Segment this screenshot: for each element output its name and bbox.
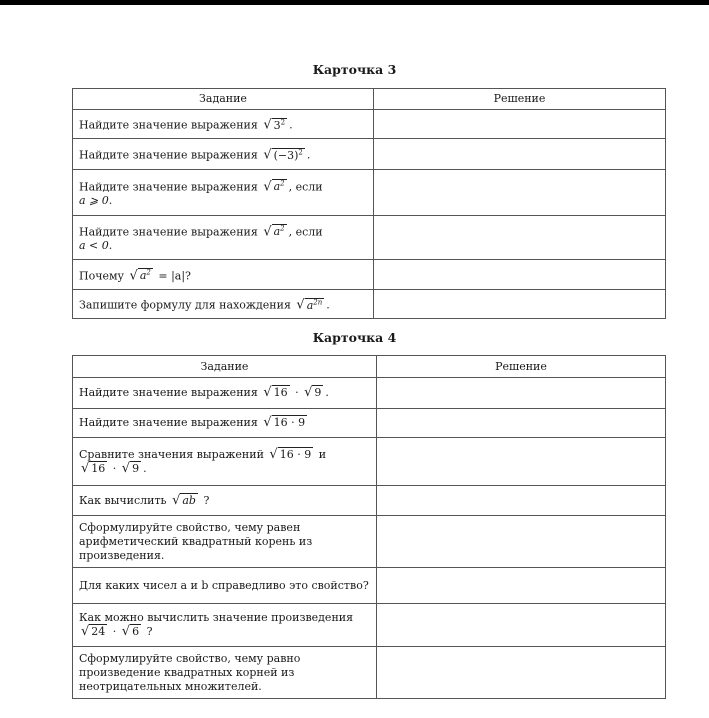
solution-cell: [377, 516, 666, 568]
task-cell: Найдите значение выражения √ $a^2$ , если a ⩾ 0.: [73, 170, 374, 216]
condition-text: a ⩾ 0.: [79, 194, 113, 208]
card4-header-row: [73, 356, 666, 378]
sqrt-expression: √ $a^2$: [263, 179, 285, 195]
task-cell: Сформулируйте свойство, чему равно произведение квадратных корней из неотрицательных множителей.: [73, 647, 377, 699]
task-text: Как вычислить: [79, 493, 167, 507]
card3-title: Карточка 3: [312, 62, 397, 77]
solution-cell: [374, 170, 666, 216]
task-cell: Сформулируйте свойство, чему равен арифметический квадратный корень из произведения.: [73, 516, 377, 568]
card4-title: Карточка 4: [312, 330, 397, 345]
card4-col-task: Задание: [73, 356, 377, 378]
solution-cell: [377, 568, 666, 604]
task-text: Найдите значение выражения: [79, 180, 258, 194]
condition-text: a < 0.: [79, 239, 113, 253]
task-text: Почему: [79, 269, 125, 283]
card4-table: [72, 355, 666, 699]
task-cell: Как вычислить √ ab ?: [73, 486, 377, 516]
table-row: [73, 438, 666, 486]
sqrt-expression: √ $a^2$: [129, 268, 151, 284]
table-row: [73, 378, 666, 409]
table-row: [73, 647, 666, 699]
solution-cell: [377, 486, 666, 516]
card3-col-task: Задание: [73, 89, 374, 110]
task-text: Найдите значение выражения: [79, 416, 258, 429]
task-cell: [73, 409, 377, 438]
sqrt-expression: √ $(-3)^2$: [263, 147, 303, 163]
task-cell: Найдите значение выражения √ $(-3)^2$ .: [73, 139, 374, 170]
task-text: Найдите значение выражения: [79, 148, 258, 162]
table-row: [73, 409, 666, 438]
solution-cell: [374, 139, 666, 170]
task-text: Запишите формулу для нахождения: [79, 298, 291, 312]
table-row: [73, 110, 666, 139]
table-row: [73, 290, 666, 319]
top-border-bar: [0, 0, 709, 5]
task-cell: Как можно вычислить значение произведения √ 24 · √ 6 ?: [73, 604, 377, 647]
solution-cell: [377, 409, 666, 438]
sqrt-expression: √ 16: [81, 460, 106, 476]
solution-cell: [374, 216, 666, 260]
solution-cell: [374, 110, 666, 139]
solution-cell: [377, 438, 666, 486]
solution-cell: [374, 290, 666, 319]
card3-header-row: [73, 89, 666, 110]
table-row: [73, 260, 666, 290]
task-cell: Найдите значение выражения √ $a^2$ , если a < 0.: [73, 216, 374, 260]
table-row: [73, 170, 666, 216]
sqrt-expression: √ 9: [304, 385, 322, 400]
sqrt-expression: √ 16 · 9: [263, 415, 306, 430]
table-row: [73, 516, 666, 568]
task-text: Как можно вычислить значение произведения: [79, 611, 354, 624]
task-cell: Для каких чисел a и b справедливо это свойство?: [73, 568, 377, 604]
task-cell: Запишите формулу для нахождения √ $a^{2n}$ .: [73, 290, 374, 319]
solution-cell: [377, 378, 666, 409]
solution-cell: [374, 260, 666, 290]
card3-table: [72, 88, 666, 319]
table-row: [73, 604, 666, 647]
table-row: [73, 139, 666, 170]
task-text: Сравните значения выражений: [79, 447, 264, 461]
solution-cell: [377, 604, 666, 647]
task-text: Найдите значение выражения: [79, 386, 258, 399]
task-text: Найдите значение выражения: [79, 225, 258, 239]
sqrt-expression: √ 16 · 9: [269, 446, 312, 462]
sqrt-expression: √ 9: [121, 460, 140, 476]
sqrt-expression: √ $a^2$: [263, 224, 285, 240]
sqrt-expression: √ $3^2$: [263, 117, 286, 133]
task-cell: Сравните значения выражений √ 16 · 9 и √ 16 · √ 9 .: [73, 438, 377, 486]
task-cell: Почему √ $a^2 = |a|$?: [73, 260, 374, 290]
task-text: Найдите значение выражения: [79, 118, 258, 132]
card4-col-solution: Решение: [377, 356, 666, 378]
task-cell: Найдите значение выражения √ 16 · √ 9 .: [73, 378, 377, 409]
table-row: [73, 568, 666, 604]
table-row: [73, 486, 666, 516]
sqrt-expression: √ ab: [172, 492, 196, 508]
sqrt-expression: √ 16: [263, 385, 288, 400]
sqrt-expression: √ $a^{2n}$: [296, 297, 323, 313]
task-cell: Найдите значение выражения √ $3^2$ .: [73, 110, 374, 139]
table-row: [73, 216, 666, 260]
sqrt-expression: √ 24: [81, 624, 106, 639]
card3-col-solution: Решение: [374, 89, 666, 110]
sqrt-expression: √ 6: [121, 624, 140, 639]
solution-cell: [377, 647, 666, 699]
